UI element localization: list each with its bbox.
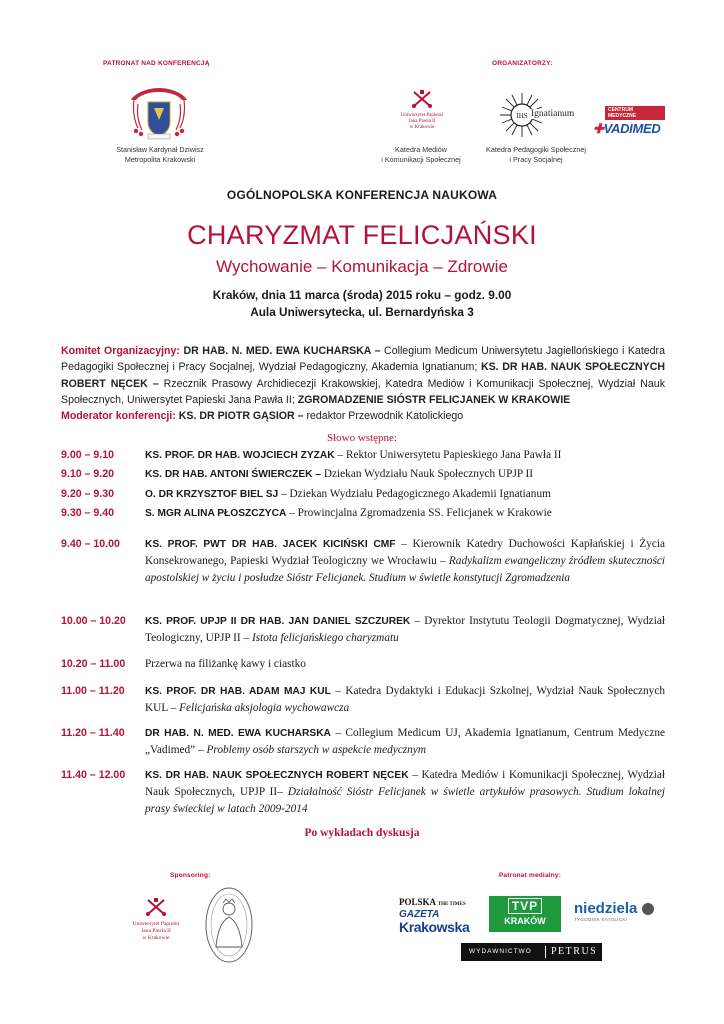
conference-title: CHARYZMAT FELICJAŃSKI: [187, 220, 537, 250]
discussion-note: Po wykładach dyskusja: [304, 827, 420, 839]
conference-place: Aula Uniwersytecka, ul. Bernardyńska 3: [250, 305, 474, 319]
crossed-keys-icon: [410, 90, 434, 108]
patronage-label: PATRONAT NAD KONFERENCJĄ: [103, 60, 210, 67]
sponsoring-label: Sponsoring:: [170, 872, 211, 879]
conference-subtitle: Wychowanie – Komunikacja – Zdrowie: [216, 257, 508, 276]
niedziela-logo: niedziela TYGODNIK KATOLICKI: [574, 901, 664, 927]
upjp2-logo: Uniwersytet Papieski Jana Pawła II w Krakowie: [393, 90, 451, 140]
media-label: Patronat medialny:: [499, 872, 562, 879]
conference-type: OGÓLNOPOLSKA KONFERENCJA NAUKOWA: [226, 188, 498, 202]
svg-text:IHS: IHS: [516, 112, 528, 120]
ignatianum-logo: IHS Ignatianum: [500, 90, 572, 140]
petrus-logo: WYDAWNICTWO PETRUS: [461, 943, 602, 961]
program-intro: Słowo wstępne:: [327, 432, 397, 444]
org1-caption: Katedra Mediów i Komunikacji Społecznej: [381, 145, 461, 164]
committee-person-1: DR HAB. N. MED. EWA KUCHARSKA –: [183, 345, 381, 357]
committee-paragraph: Komitet Organizacyjny: DR HAB. N. MED. EWA KUCHARSKA – Collegium Medicum Uniwersytetu Jagiellońskiego i Katedra Pedagogiki Społecznej i Pracy Socjalnej, Wydział Pedagogiczny, Akademia Ignatianum; KS. DR HAB. NAUK SPOŁECZNYCH ROBERT NĘCEK – Rzecznik Prasowy Archidiecezji Krakowskiej, Katedra Mediów i Komunikacji Społecznej, Wydział Nauk Społecznych, Uniwersytet Papieski Jana Pawła II; ZGROMADZENIE SIÓSTR FELICJANEK W KRAKOWIE Moderator konferencji: KS. DR PIOTR GĄSIOR – redaktor Przewodnik Katolickiego: [61, 345, 665, 423]
vadimed-logo: CENTRUM MEDYCZNE ✚VADIMED: [593, 104, 665, 130]
organizers-label: ORGANIZATORZY:: [492, 60, 553, 67]
conference-date: Kraków, dnia 11 marca (środa) 2015 roku – godz. 9.00: [212, 288, 512, 302]
org2-caption: Katedra Pedagogiki Społecznej i Pracy Socjalnej: [486, 145, 586, 164]
tvp-krakow-logo: TVP KRAKÓW: [489, 896, 561, 932]
committee-label: Komitet Organizacyjny:: [61, 345, 180, 357]
crossed-keys-icon: [144, 898, 168, 916]
sponsor-upjp2-logo: Uniwersytet Papieski Jana Pawła II w Krakowie: [124, 898, 188, 950]
moderator-label: Moderator konferencji:: [61, 410, 176, 423]
cardinal-coat-of-arms-logo: [128, 86, 190, 142]
moderator-name: KS. DR PIOTR GĄSIOR –: [178, 410, 304, 423]
gazeta-krakowska-logo: POLSKA THE TIMES GAZETA Krakowska: [399, 897, 470, 935]
patron-caption: Stanisław Kardynał Dziwisz Metropolita Krakowski: [116, 145, 204, 164]
globe-icon: [642, 903, 654, 915]
felician-seal-logo: [204, 885, 254, 965]
committee-person-2: KS. DR HAB. NAUK SPOŁECZNYCH ROBERT NĘCEK –: [61, 361, 665, 390]
committee-person-3: ZGROMADZENIE SIÓSTR FELICJANEK W KRAKOWIE: [297, 393, 571, 406]
